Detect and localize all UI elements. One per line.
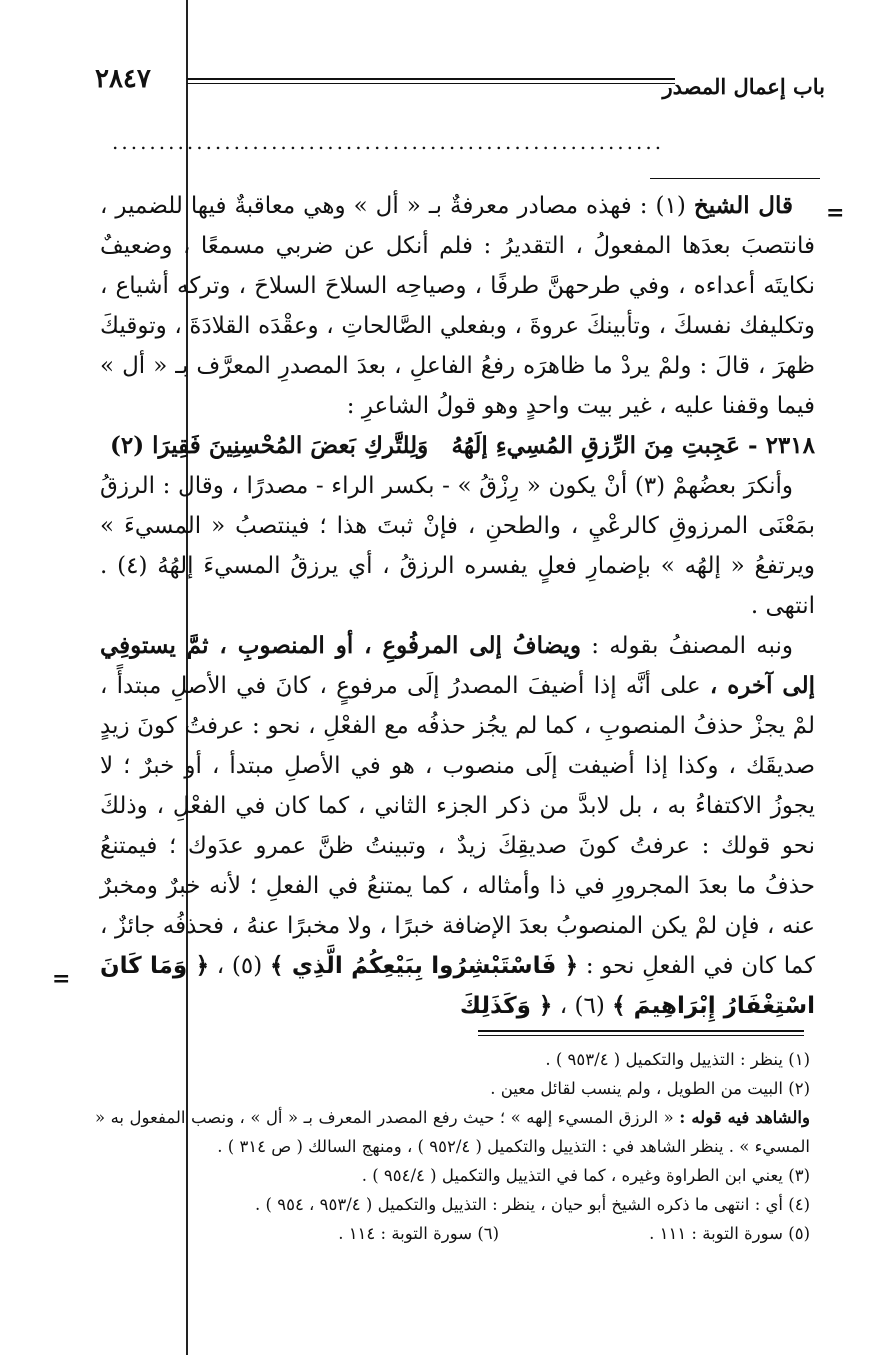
footnote-6: (٦) سورة التوبة : ١١٤ . bbox=[338, 1224, 500, 1243]
paragraph-3 bbox=[100, 626, 815, 1026]
separator: ، bbox=[559, 993, 568, 1019]
verse-first-hemistich bbox=[451, 426, 815, 466]
quran-quote: ﴿ وَكَذَلِكَ bbox=[459, 993, 553, 1019]
footnote-ref: (٦) bbox=[574, 993, 605, 1019]
footnote-ref: (٣) bbox=[634, 473, 666, 499]
footnote-4: (٤) أي : انتهى ما ذكره الشيخ أبو حيان ، ينظر : التذييل والتكميل ( ٩٥٣/٤ ، ٩٥٤ ) . bbox=[255, 1195, 810, 1214]
footnote-3: (٣) يعني ابن الطراوة وغيره ، كما في التذييل والتكميل ( ٩٥٤/٤ ) . bbox=[361, 1166, 810, 1185]
chapter-title: باب إعمال المصدر bbox=[662, 74, 825, 99]
verse-text-b: وَلِلتَّركِ بَعضَ المُحْسِنِينَ فَقِيرَا bbox=[152, 432, 429, 459]
quran-quote: ﴿ فَاسْتَبْشِرُوا بِبَيْعِكُمُ الَّذِي ﴾ bbox=[269, 953, 579, 979]
verse-second-hemistich bbox=[110, 426, 428, 466]
paragraph-text: . انتهى . bbox=[100, 553, 815, 619]
footnote-1: (١) ينظر : التذييل والتكميل ( ٩٥٣/٤ ) . bbox=[545, 1050, 810, 1069]
footnote-5: (٥) سورة التوبة : ١١١ . bbox=[649, 1224, 810, 1243]
page-number: ٢٨٤٧ bbox=[95, 64, 151, 94]
footnote-ref: (٥) bbox=[231, 953, 263, 979]
paragraph-text: وأنكرَ بعضُهمْ bbox=[672, 473, 794, 499]
paragraph-1 bbox=[100, 186, 815, 426]
paragraph-text: ونبه المصنفُ بقوله : bbox=[591, 633, 794, 659]
paragraph-text: على أنَّه إذا أضيفَ المصدرُ إلَى مرفوعٍ ، كانَ في الأصلِ مبتدأً ، لمْ يجزْ حذفُ المنصوبِ ، كما لم يجُز حذفُه مع الفعْلِ ، نحو : عرفتُ كونَ زيدٍ صديقَك ، وكذا إذا أضيفت إلَى منصوب ، هو في الأصلِ مبتدأ ، أو خبرٌ ؛ لا يجوزُ الاكتفاءُ به ، بل لابدَّ من ذكر الجزء الثاني ، كما كان في الفعْلِ ، وذلكَ نحو قولك : عرفتُ كونَ صديقِكَ زيدٌ ، وتبينتُ ظنَّ عمرو عدَوك ؛ فيمتنعُ حذفُ ما بعدَ المجرورِ في ذا وأمثاله ، كما يمتنعُ في الفعلِ ؛ لأنه خبرٌ ومخبرٌ عنه ، فإن لمْ يكن المنصوبُ بعدَ الإضافة خبرًا ، ولا مخبرًا عنهُ ، فحذفُه جائزٌ ، كما كان في الفعلِ نحو : bbox=[100, 673, 816, 979]
section-rule bbox=[650, 178, 820, 179]
paragraph-text: : فهذه مصادر معرفةٌ بـ « أل » وهي معاقبةٌ فيها للضمير ، فانتصبَ بعدَها المفعولُ ، التقديرُ : فلم أنكل عن ضربي مسمعًا ، وضعيفٌ نكايتَه أعداءه ، وفي طرحهنَّ طرفًا ، وصياحِه السلاحَ السلاحَ ، وتركه أشياع ، وتكليفك نفسكَ ، وتأبينكَ عروةَ ، وبفعلي الصَّالحاتِ ، وعقْدَه القلادَةَ ، وتوقيكَ ظهرَ ، قالَ : ولمْ يردْ ما ظاهرَه رفعُ الفاعلِ ، بعدَ المصدرِ المعرَّف بـ « أل » فيما وقفنا عليه ، غير بيت واحدٍ وهو قولُ الشاعرِ : bbox=[100, 193, 815, 419]
continuation-mark-top: = bbox=[826, 200, 845, 226]
footnote-ref: (٤) bbox=[117, 553, 148, 579]
separator: ، bbox=[216, 953, 225, 979]
paragraph-text: أنْ يكون « رِزْقُ » - بكسر الراء - مصدرًا ، وقال : الرزقُ بمَعْنَى المرزوقِ كالرعْيِ ، والطحنِ ، فإنْ ثبتَ هذا ؛ فينتصبُ « المسيءَ » ويرتفعُ « إلهُه » بإضمارِ فعلٍ يفسره الرزقُ ، أي يرزقُ المسيءَ إلهُهُ bbox=[100, 473, 816, 579]
footnote-text: « الرزق المسيء إلهه » ؛ حيث رفع المصدر المعرف بـ « أل » ، ونصب المفعول به « المسيء » . ينظر الشاهد في : التذييل والتكميل ( ٩٥٢/٤ ) ، ومنهج السالك ( ص ٣١٤ ) . bbox=[95, 1108, 810, 1156]
footnote-2: (٢) البيت من الطويل ، ولم ينسب لقائل معين . bbox=[490, 1079, 810, 1098]
header-rule bbox=[187, 78, 675, 84]
footnote-ref: (٢) bbox=[110, 432, 145, 459]
speaker-label: قال الشيخ bbox=[693, 192, 794, 219]
verse-number: ٢٣١٨ - bbox=[748, 432, 815, 459]
paragraph-2 bbox=[100, 466, 815, 626]
poetry-verse bbox=[100, 426, 815, 466]
continuation-mark-bottom: = bbox=[52, 966, 71, 992]
page-header bbox=[95, 60, 825, 100]
footnote-2-continued bbox=[95, 1103, 810, 1161]
verse-text-a: عَجِبتِ مِنَ الرِّزقِ المُسِيءِ إلَهُهُ bbox=[451, 432, 740, 459]
quran-quote: ﴿ وَمَا كَانَ اسْتِغْفَارُ إِبْرَاهِيمَ ﴾ bbox=[100, 953, 815, 1019]
main-text bbox=[100, 186, 815, 1026]
quoted-rule: ويضافُ إلى المرفُوعِ ، أو المنصوبِ ، ثمَّ يستوفِي إلى آخره ، bbox=[100, 632, 816, 699]
footnote-ref: (١) bbox=[655, 193, 686, 219]
footnotes bbox=[95, 1045, 810, 1248]
footnote-label: والشاهد فيه قوله : bbox=[679, 1108, 810, 1127]
footnote-row bbox=[95, 1219, 810, 1248]
footnote-rule bbox=[478, 1030, 804, 1036]
dotted-separator: ........................................................... bbox=[112, 130, 665, 154]
